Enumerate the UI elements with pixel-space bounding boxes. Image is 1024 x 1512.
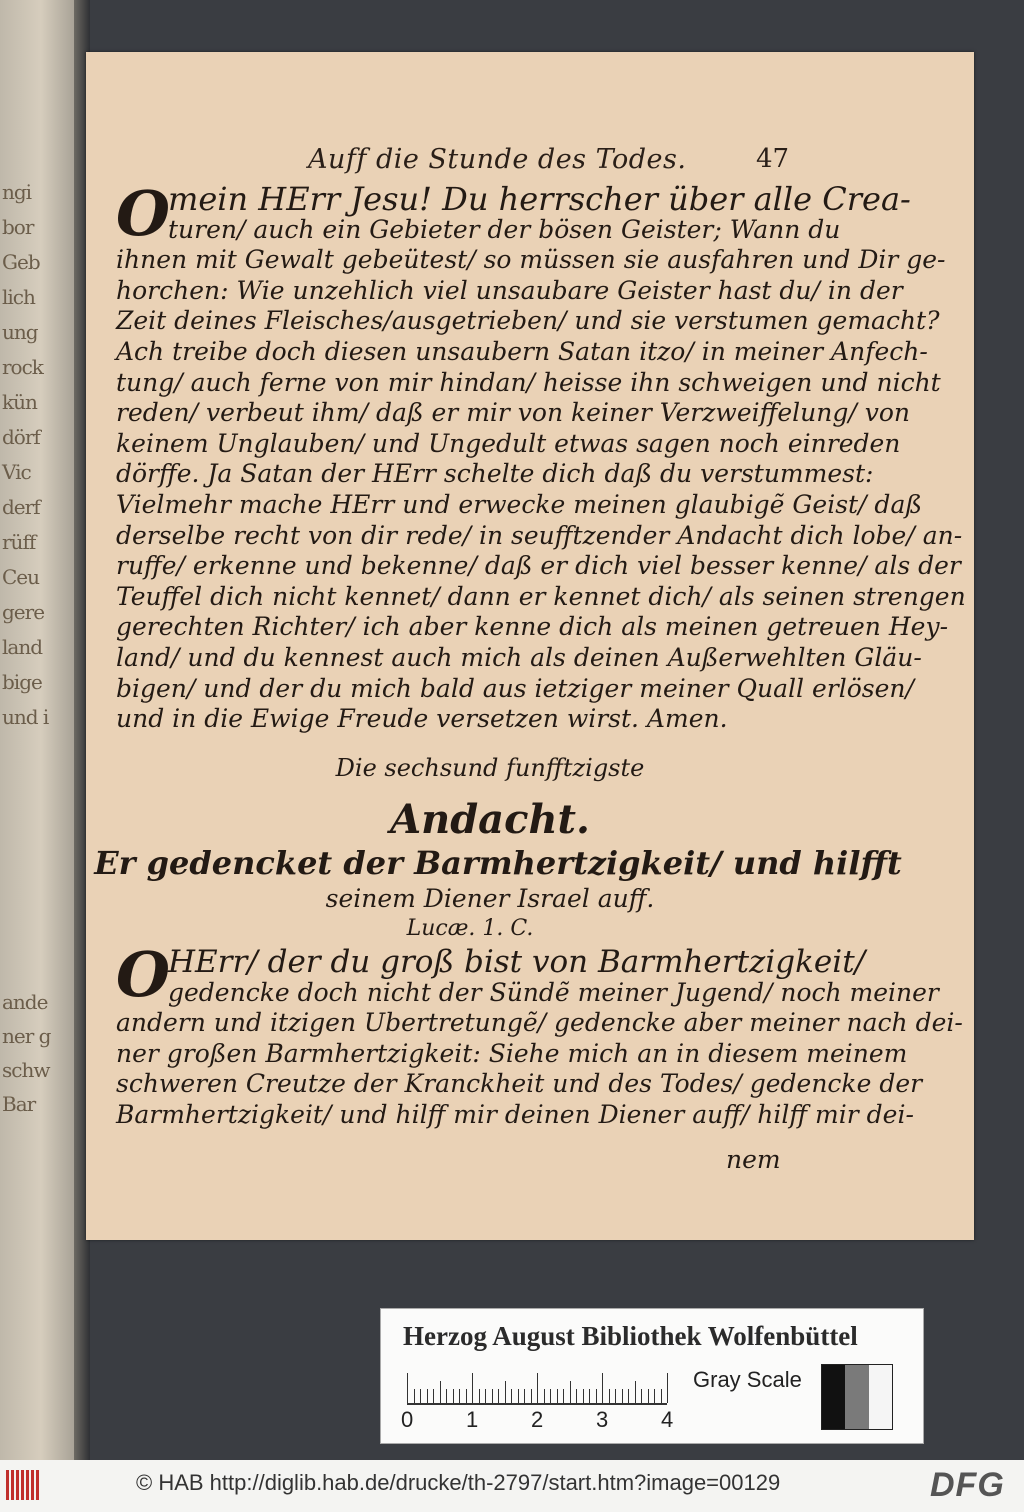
book-page: [86, 52, 974, 1240]
facing-text-fragment: lich: [2, 285, 35, 309]
ruler-tick: [661, 1389, 662, 1403]
scripture-reference: Lucæ. 1. C.: [406, 916, 534, 941]
facing-text-fragment: schw: [2, 1058, 50, 1082]
drop-cap: O: [116, 177, 171, 250]
facing-text-fragment: ande: [2, 990, 48, 1014]
ruler-tick: [459, 1389, 460, 1403]
facing-text-fragment: bige: [2, 670, 42, 694]
text-line: andern und itzigen Ubertretungẽ/ gedencke aber meiner nach dei-: [116, 1008, 963, 1038]
facing-text-fragment: ngi: [2, 180, 32, 204]
barcode-icon: [6, 1470, 42, 1500]
ruler-tick: [472, 1373, 473, 1403]
text-line: Barmhertzigkeit/ und hilff mir deinen Diener auff/ hilff mir dei-: [116, 1099, 914, 1129]
ruler-tick: [596, 1389, 597, 1403]
text-line: Teuffel dich nicht kennet/ dann er kennet dich/ als seinen strengen: [116, 581, 966, 611]
text-line: horchen: Wie unzehlich viel unsaubare Geister hast du/ in der: [116, 275, 903, 305]
facing-text-fragment: rock: [2, 355, 43, 379]
prayer-paragraph-1: [116, 177, 966, 735]
ruler-tick: [524, 1389, 525, 1403]
ruler-tick: [628, 1389, 629, 1403]
text-line: ner großen Barmhertzigkeit: Siehe mich an in diesem meinem: [116, 1038, 908, 1068]
text-line: reden/ verbeut ihm/ daß er mir von keiner Verzweiffelung/ von: [116, 398, 910, 428]
footer-bar: [0, 1460, 1024, 1512]
scale-number: 2: [531, 1407, 544, 1432]
catchword: nem: [726, 1145, 781, 1174]
page-number: 47: [756, 144, 790, 174]
ruler-tick: [531, 1389, 532, 1403]
text-line: turen/ auch ein Gebieter der bösen Geister; Wann du: [168, 214, 841, 244]
ruler-tick: [557, 1389, 558, 1403]
text-line: mein HErr Jesu! Du herrscher über alle Crea-: [168, 180, 911, 218]
ruler-tick: [466, 1389, 467, 1403]
library-name: Herzog August Bibliothek Wolfenbüttel: [403, 1321, 858, 1351]
ruler-tick: [544, 1389, 545, 1403]
ruler-tick: [641, 1389, 642, 1403]
ruler-tick: [570, 1381, 571, 1403]
ruler-tick: [440, 1381, 441, 1403]
ruler-tick: [511, 1389, 512, 1403]
ruler-tick: [615, 1389, 616, 1403]
section-subtitle: Die sechsund funfftzigste: [335, 754, 645, 782]
facing-text-fragment: bor: [2, 215, 34, 239]
ruler-tick: [427, 1389, 428, 1403]
ruler-tick: [505, 1381, 506, 1403]
text-line: bigen/ und der du mich bald aus ietziger meiner Quall erlösen/: [116, 673, 914, 703]
scale-number: 4: [661, 1407, 674, 1432]
text-line: ihnen mit Gewalt gebeütest/ so müssen sie ausfahren und Dir ge-: [116, 245, 946, 275]
ruler-tick: [485, 1389, 486, 1403]
drop-cap: O: [116, 938, 171, 1011]
facing-text-fragment: rüff: [2, 530, 36, 554]
text-line: Zeit deines Fleisches/ausgetrieben/ und sie verstumen gemacht?: [116, 306, 940, 336]
text-line: dörffe. Ja Satan der HErr schelte dich daß du verstummest:: [116, 459, 874, 489]
scale-number: 3: [596, 1407, 609, 1432]
facing-text-fragment: Bar: [2, 1092, 36, 1116]
ruler-tick: [518, 1389, 519, 1403]
ruler-tick: [537, 1373, 538, 1403]
facing-text-fragment: Ceu: [2, 565, 40, 589]
ruler-tick: [589, 1389, 590, 1403]
text-line: land/ und du kennest auch mich als deinen Außerwehlten Gläu-: [116, 642, 922, 672]
section-heading-line-2: seinem Diener Israel auff.: [325, 884, 655, 913]
ruler-tick: [667, 1373, 668, 1403]
text-line: schweren Creutze der Kranckheit und des Todes/ gedencke der: [116, 1069, 923, 1099]
ruler-tick: [576, 1389, 577, 1403]
ruler-tick: [648, 1389, 649, 1403]
ruler-tick: [479, 1389, 480, 1403]
facing-text-fragment: land: [2, 635, 43, 659]
ruler-tick: [654, 1389, 655, 1403]
ruler-tick: [498, 1389, 499, 1403]
ruler-tick: [414, 1389, 415, 1403]
ruler-tick: [583, 1389, 584, 1403]
text-line: Vielmehr mache HErr und erwecke meinen glaubigẽ Geist/ daß: [116, 489, 923, 519]
text-line: HErr/ der du groß bist von Barmhertzigkeit/: [168, 944, 866, 980]
ruler-tick: [446, 1389, 447, 1403]
dfg-logo: DFG: [930, 1466, 1005, 1504]
ruler-tick: [563, 1389, 564, 1403]
gray-swatches: [821, 1364, 893, 1430]
facing-text-fragment: ung: [2, 320, 38, 344]
gray-scale-label: Gray Scale: [693, 1367, 802, 1392]
facing-text-fragment: derf: [2, 495, 40, 519]
ruler-tick: [602, 1373, 603, 1403]
text-line: gerechten Richter/ ich aber kenne dich als meinen getreuen Hey-: [116, 612, 949, 642]
text-line: keinem Unglauben/ und Ungedult etwas sagen noch einreden: [116, 428, 901, 458]
text-line: gedencke doch nicht der Sündẽ meiner Jugend/ noch meiner: [168, 977, 939, 1007]
scale-number: 0: [401, 1407, 414, 1432]
text-line: und in die Ewige Freude versetzen wirst. Amen.: [116, 704, 728, 734]
scale-ruler: [407, 1367, 667, 1405]
ruler-tick: [407, 1373, 408, 1403]
footer-credit[interactable]: © HAB http://diglib.hab.de/drucke/th-2797/start.htm?image=00129: [136, 1470, 781, 1495]
facing-page-text-top: [2, 175, 68, 735]
gray-swatch: [845, 1365, 868, 1429]
ruler-tick: [550, 1389, 551, 1403]
facing-text-fragment: Vic: [2, 460, 31, 484]
ruler-tick: [635, 1381, 636, 1403]
section-heading-line-1: Er gedencket der Barmhertzigkeit/ und hilfft: [94, 844, 902, 882]
facing-text-fragment: gere: [2, 600, 45, 624]
facing-page-text-bottom: [2, 985, 68, 1121]
facing-text-fragment: ner g: [2, 1024, 51, 1048]
ruler-tick: [622, 1389, 623, 1403]
ruler-tick: [420, 1389, 421, 1403]
gray-swatch: [869, 1365, 892, 1429]
text-line: derselbe recht von dir rede/ in seufftzender Andacht dich lobe/ an-: [116, 520, 963, 550]
running-head: Auff die Stunde des Todes.: [308, 144, 687, 175]
text-line: Ach treibe doch diesen unsaubern Satan itzo/ in meiner Anfech-: [116, 336, 928, 366]
facing-text-fragment: dörf: [2, 425, 40, 449]
section-title: Andacht.: [390, 796, 590, 843]
gray-swatch: [822, 1365, 845, 1429]
ruler-tick: [492, 1389, 493, 1403]
color-scale-card: [380, 1308, 924, 1444]
facing-text-fragment: Geb: [2, 250, 40, 274]
prayer-paragraph-2: [116, 938, 963, 1131]
text-line: tung/ auch ferne von mir hindan/ heisse ihn schweigen und nicht: [116, 367, 941, 397]
facing-text-fragment: und i: [2, 705, 49, 729]
scale-number: 1: [466, 1407, 479, 1432]
facing-text-fragment: kün: [2, 390, 37, 414]
ruler-tick: [433, 1389, 434, 1403]
text-line: ruffe/ erkenne und bekenne/ daß er dich viel besser kenne/ als der: [116, 551, 961, 581]
ruler-tick: [453, 1389, 454, 1403]
ruler-tick: [609, 1389, 610, 1403]
